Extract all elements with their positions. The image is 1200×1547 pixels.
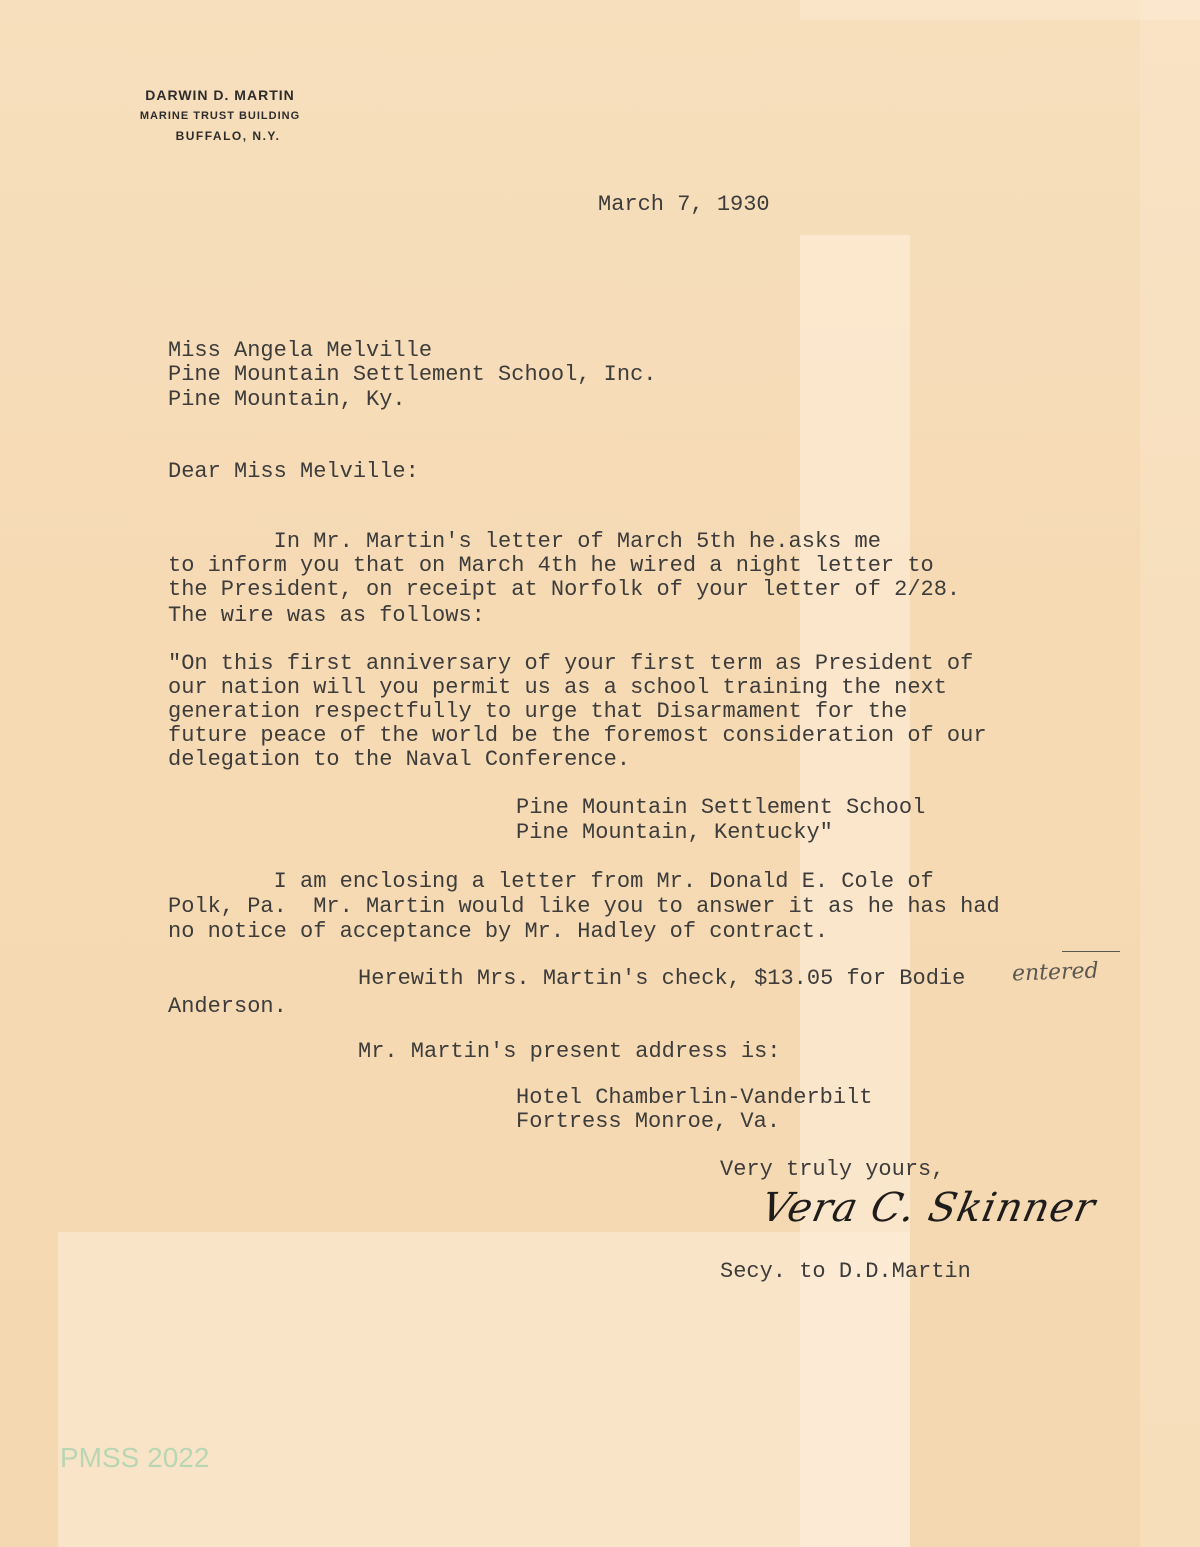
annotation-overline: [1062, 951, 1120, 952]
faded-region-right: [1140, 0, 1200, 1547]
signer-title: Secy. to D.D.Martin: [720, 1259, 971, 1284]
paragraph3-line2: Anderson.: [168, 994, 287, 1019]
telegram-line: future peace of the world be the foremost consideration of our: [168, 723, 987, 748]
handwritten-annotation: entered: [1011, 958, 1100, 987]
letterhead-name: DARWIN D. MARTIN: [145, 87, 295, 103]
telegram-signature-school: Pine Mountain Settlement School: [516, 795, 926, 820]
paragraph2-line: no notice of acceptance by Mr. Hadley of contract.: [168, 919, 829, 944]
recipient-location: Pine Mountain, Ky.: [168, 387, 406, 412]
telegram-line: delegation to the Naval Conference.: [168, 747, 631, 772]
paragraph1-line: In Mr. Martin's letter of March 5th he.asks me: [168, 529, 881, 554]
paragraph2-line: I am enclosing a letter from Mr. Donald E. Cole of: [168, 869, 934, 894]
closing: Very truly yours,: [720, 1157, 945, 1182]
paragraph1-line: The wire was as follows:: [168, 603, 485, 628]
paragraph1-line: the President, on receipt at Norfolk of your letter of 2/28.: [168, 577, 961, 602]
letter-date: March 7, 1930: [598, 192, 770, 217]
letterhead-city: BUFFALO, N.Y.: [175, 129, 281, 143]
signature: Vera C. Skinner: [757, 1185, 1100, 1231]
telegram-line: our nation will you permit us as a school training the next: [168, 675, 947, 700]
address-hotel: Hotel Chamberlin-Vanderbilt: [516, 1085, 873, 1110]
salutation: Dear Miss Melville:: [168, 459, 419, 484]
recipient-organization: Pine Mountain Settlement School, Inc.: [168, 362, 657, 387]
paragraph3-line1: Herewith Mrs. Martin's check, $13.05 for Bodie: [358, 966, 966, 991]
telegram-line: "On this first anniversary of your first term as President of: [168, 651, 974, 676]
address-intro: Mr. Martin's present address is:: [358, 1039, 781, 1064]
letterhead: [100, 86, 340, 146]
archive-watermark: PMSS 2022: [60, 1442, 210, 1473]
paragraph1-line: to inform you that on March 4th he wired a night letter to: [168, 553, 934, 578]
telegram-line: generation respectfully to urge that Disarmament for the: [168, 699, 908, 724]
address-city: Fortress Monroe, Va.: [516, 1109, 781, 1134]
telegram-signature-location: Pine Mountain, Kentucky": [516, 820, 833, 845]
paragraph2-line: Polk, Pa. Mr. Martin would like you to answer it as he has had: [168, 894, 1000, 919]
letterhead-building: MARINE TRUST BUILDING: [139, 110, 301, 122]
recipient-name: Miss Angela Melville: [168, 338, 433, 363]
